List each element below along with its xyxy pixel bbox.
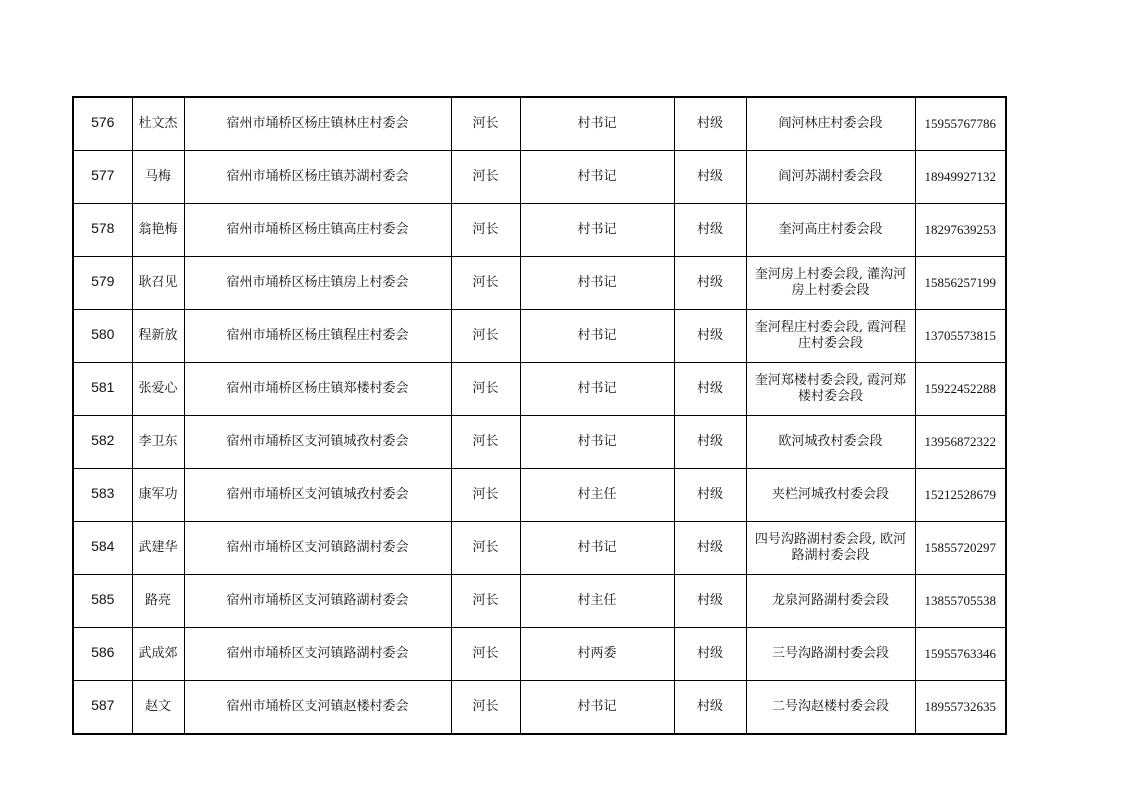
cell-position: 村主任 xyxy=(520,469,674,522)
table-row xyxy=(73,151,1006,204)
cell-role: 河长 xyxy=(451,363,520,416)
cell-organization: 宿州市埇桥区杨庄镇林庄村委会 xyxy=(184,97,451,151)
cell-organization: 宿州市埇桥区杨庄镇苏湖村委会 xyxy=(184,151,451,204)
cell-name: 马梅 xyxy=(132,151,184,204)
cell-phone: 15855720297 xyxy=(915,522,1006,575)
cell-phone: 18949927132 xyxy=(915,151,1006,204)
cell-phone: 13855705538 xyxy=(915,575,1006,628)
cell-organization: 宿州市埇桥区杨庄镇房上村委会 xyxy=(184,257,451,310)
cell-river-section: 奎河程庄村委会段, 霞河程庄村委会段 xyxy=(746,310,915,363)
cell-role: 河长 xyxy=(451,628,520,681)
cell-role: 河长 xyxy=(451,310,520,363)
cell-organization: 宿州市埇桥区支河镇城孜村委会 xyxy=(184,416,451,469)
cell-name: 路亮 xyxy=(132,575,184,628)
table-row xyxy=(73,628,1006,681)
cell-position: 村书记 xyxy=(520,416,674,469)
cell-role: 河长 xyxy=(451,204,520,257)
cell-river-section: 龙泉河路湖村委会段 xyxy=(746,575,915,628)
cell-organization: 宿州市埇桥区支河镇赵楼村委会 xyxy=(184,681,451,735)
cell-level: 村级 xyxy=(674,628,746,681)
table-row xyxy=(73,681,1006,735)
cell-serial-number: 585 xyxy=(73,575,132,628)
cell-phone: 15856257199 xyxy=(915,257,1006,310)
cell-position: 村两委 xyxy=(520,628,674,681)
cell-phone: 15922452288 xyxy=(915,363,1006,416)
cell-serial-number: 576 xyxy=(73,97,132,151)
cell-river-section: 四号沟路湖村委会段, 欧河路湖村委会段 xyxy=(746,522,915,575)
cell-river-section: 奎河郑楼村委会段, 霞河郑楼村委会段 xyxy=(746,363,915,416)
table-row xyxy=(73,469,1006,522)
cell-name: 武成郊 xyxy=(132,628,184,681)
cell-name: 康军功 xyxy=(132,469,184,522)
cell-river-section: 阎河林庄村委会段 xyxy=(746,97,915,151)
table-body xyxy=(73,97,1006,734)
cell-river-section: 三号沟路湖村委会段 xyxy=(746,628,915,681)
cell-phone: 15955767786 xyxy=(915,97,1006,151)
cell-serial-number: 587 xyxy=(73,681,132,735)
cell-serial-number: 579 xyxy=(73,257,132,310)
table-row xyxy=(73,363,1006,416)
cell-name: 赵文 xyxy=(132,681,184,735)
table-row xyxy=(73,522,1006,575)
cell-position: 村书记 xyxy=(520,97,674,151)
table-row xyxy=(73,416,1006,469)
cell-position: 村书记 xyxy=(520,522,674,575)
cell-role: 河长 xyxy=(451,97,520,151)
cell-organization: 宿州市埇桥区杨庄镇程庄村委会 xyxy=(184,310,451,363)
cell-level: 村级 xyxy=(674,575,746,628)
table-row xyxy=(73,97,1006,151)
cell-level: 村级 xyxy=(674,97,746,151)
cell-river-section: 奎河房上村委会段, 灌沟河房上村委会段 xyxy=(746,257,915,310)
cell-serial-number: 577 xyxy=(73,151,132,204)
cell-level: 村级 xyxy=(674,257,746,310)
cell-level: 村级 xyxy=(674,522,746,575)
cell-serial-number: 584 xyxy=(73,522,132,575)
cell-serial-number: 583 xyxy=(73,469,132,522)
cell-position: 村书记 xyxy=(520,151,674,204)
cell-serial-number: 581 xyxy=(73,363,132,416)
cell-position: 村书记 xyxy=(520,257,674,310)
cell-level: 村级 xyxy=(674,204,746,257)
cell-phone: 13705573815 xyxy=(915,310,1006,363)
cell-phone: 13956872322 xyxy=(915,416,1006,469)
cell-role: 河长 xyxy=(451,151,520,204)
cell-level: 村级 xyxy=(674,416,746,469)
cell-serial-number: 586 xyxy=(73,628,132,681)
cell-level: 村级 xyxy=(674,469,746,522)
cell-name: 张爱心 xyxy=(132,363,184,416)
cell-river-section: 二号沟赵楼村委会段 xyxy=(746,681,915,735)
cell-organization: 宿州市埇桥区杨庄镇郑楼村委会 xyxy=(184,363,451,416)
cell-name: 杜文杰 xyxy=(132,97,184,151)
cell-name: 翁艳梅 xyxy=(132,204,184,257)
cell-organization: 宿州市埇桥区支河镇路湖村委会 xyxy=(184,628,451,681)
cell-level: 村级 xyxy=(674,310,746,363)
cell-river-section: 阎河苏湖村委会段 xyxy=(746,151,915,204)
cell-position: 村书记 xyxy=(520,310,674,363)
cell-organization: 宿州市埇桥区支河镇城孜村委会 xyxy=(184,469,451,522)
cell-level: 村级 xyxy=(674,151,746,204)
cell-serial-number: 582 xyxy=(73,416,132,469)
cell-position: 村书记 xyxy=(520,204,674,257)
cell-serial-number: 580 xyxy=(73,310,132,363)
cell-organization: 宿州市埇桥区支河镇路湖村委会 xyxy=(184,575,451,628)
table-row xyxy=(73,204,1006,257)
cell-level: 村级 xyxy=(674,363,746,416)
cell-name: 武建华 xyxy=(132,522,184,575)
cell-name: 程新放 xyxy=(132,310,184,363)
table-row xyxy=(73,257,1006,310)
cell-position: 村书记 xyxy=(520,681,674,735)
cell-river-section: 夹栏河城孜村委会段 xyxy=(746,469,915,522)
cell-role: 河长 xyxy=(451,257,520,310)
cell-phone: 18955732635 xyxy=(915,681,1006,735)
cell-phone: 18297639253 xyxy=(915,204,1006,257)
table-row xyxy=(73,310,1006,363)
cell-name: 耿召见 xyxy=(132,257,184,310)
cell-level: 村级 xyxy=(674,681,746,735)
cell-role: 河长 xyxy=(451,416,520,469)
cell-organization: 宿州市埇桥区支河镇路湖村委会 xyxy=(184,522,451,575)
cell-role: 河长 xyxy=(451,522,520,575)
cell-phone: 15955763346 xyxy=(915,628,1006,681)
table-row xyxy=(73,575,1006,628)
cell-role: 河长 xyxy=(451,575,520,628)
cell-role: 河长 xyxy=(451,469,520,522)
cell-phone: 15212528679 xyxy=(915,469,1006,522)
river-chief-table xyxy=(72,96,1007,735)
cell-serial-number: 578 xyxy=(73,204,132,257)
cell-name: 李卫东 xyxy=(132,416,184,469)
cell-position: 村主任 xyxy=(520,575,674,628)
cell-river-section: 欧河城孜村委会段 xyxy=(746,416,915,469)
cell-position: 村书记 xyxy=(520,363,674,416)
cell-role: 河长 xyxy=(451,681,520,735)
cell-organization: 宿州市埇桥区杨庄镇高庄村委会 xyxy=(184,204,451,257)
cell-river-section: 奎河高庄村委会段 xyxy=(746,204,915,257)
